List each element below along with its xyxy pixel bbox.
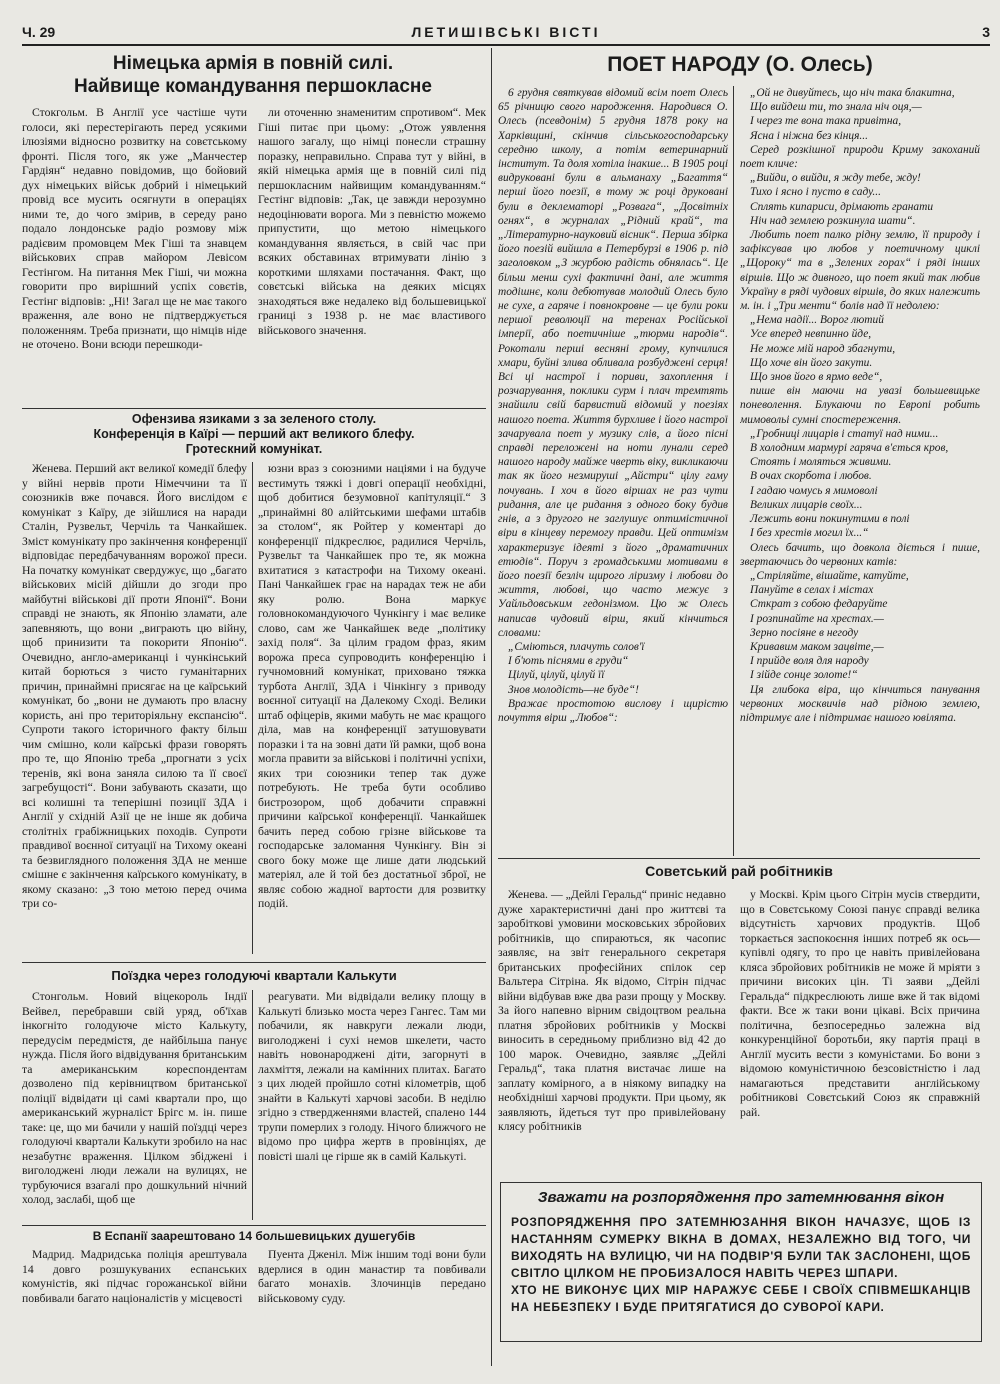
headline-line: В Еспанії заарештовано 14 большевицьких душегубів [92,1229,416,1243]
poem-line: Що знов його в ярмо веде“, [750,371,883,384]
poem-line: Сткрат з собою федаруйте [750,598,888,611]
blackout-notice [500,1182,982,1342]
article-text: юзни враз з союзними націями і на будуче вестимуть тяжкі і довгі операції необхідні, щоб добитися безумовної капітуляції.“ З „принаймні 80 алійтськими шефами штабів за столом“, як Ройтер у коментарі до конференції підкреслює, радилися Черчіль, Рузвельт та Чанкайшек про те, як можна вхитатися з катастрофи на Тихому океані. Пані Чанкайшек грає на нарадах теж не аби яку ролю. Вона маркує головнокомандуючого Чункінгу і має велике слово, сам же Чанкайшек веде „політику захід поля“. За цілим градом фраз, яким ворожа преса супроводить конференцію і гучномовний комунікат, приховано тяжка турбота Англії, ЗДА і Чінкінгу з приводу воєнної ситуації на Далекому Сході. Велики штаб офіцерів, якими мабуть не має кращого діла, мав на конференції затушовувати поразки і та на зовні дати їй рамки, щоб вона могла правити за військові і політичні успіхи, яких три союзники тепер так дуже потребують. Не треба бути особливо бистрозором, щоб добачити справжні причини каїрської конференції. Чанкайшек бачить перед собою грізне військове та господарське заломання Чункінгу. Він зі свого боку може ще лише дати людський матеріял, але й той без достатньої зброї, не являє собою жадної вартости для розвитку подій. [258,462,486,910]
poem-quote [740,427,980,541]
poem-line: „Нема надії... Ворог лютий [750,314,884,327]
article-spain-col1 [22,1248,247,1366]
headline-line: Найвище командування першокласне [74,76,432,97]
article-text: пише він маючи на увазі большевицьке поневолення. Блукаючи по Европі робить мимовольі сумні спостереження. [740,385,980,426]
notice-body: РОЗПОРЯДЖЕННЯ ПРО ЗАТЕМНЮЗАННЯ ВІКОН НАЧАЗУЄ, ЩОБ ІЗ НАСТАННЯМ СУМЕРКУ ВІКНА В ДОМАХ, НЕЗАЛЕЖНО ВІД ТОГО, ЧИ ВИХОДЯТЬ НА ВУЛИЦЮ, ЧИ НА ПОДВІР'Я БУЛИ ТАК ЗАСЛОНЕНІ, ЩОБ СВІТЛО ЦІЛКОМ НЕ ПРОБИЗАЛОСЯ НАВІТЬ ЧЕРЕЗ ШПАРИ. [511,1215,971,1280]
poem-quote [740,313,980,384]
page-header [22,22,990,46]
poem-line: Ніч над землею розкинула шати“. [750,214,916,227]
article-german-army-col2 [258,106,486,396]
headline-line: ПОЕТ НАРОДУ (О. Олесь) [607,53,873,76]
poem-line: Великих лицарів своїх... [750,498,863,511]
poem-line: Сплять кипариси, дрімають гранати [750,200,934,213]
section-divider [22,408,486,409]
poem-line: Не може мій народ збагнути, [750,342,896,355]
section-divider [498,858,980,859]
column-divider [491,48,492,1366]
headline-calcutta [22,967,486,984]
article-calcutta-col1 [22,990,247,1222]
article-text: ли оточенню знаменитим спротивом“. Мек Гіші питає при цьому: „Отож уявлення нашого загалу, що німці понесли страшну поразку, неправильно. Справа тут у війні, в якій німецька армія ще в повній силі під першокласним найвищим командуванням.“ Гестінг відповів: „Так, це завжди нерозумно недоцінювати ворога. Ми з певністю можемо припустити, що метою німецького командування являється, в свій час при всяких обставинах втримувати лінію з короткими шляхами постачання. Факт, що совєтські війська на деяких місцях знаходяться вже недалеко від большевицької границі з 1938 р. не має властивого військового значення. [258,106,486,337]
poem-line: Усе вперед невпинно йде, [750,328,872,341]
article-cairo-col2 [258,462,486,956]
article-text: Ця глибока віра, що кінчиться панування червоних москвичів над рідною землею, підтримує але і підтримає нашого ювілята. [740,683,980,724]
article-text: реагувати. Ми відвідали велику площу в Калькуті близько моста через Гангес. Там ми побачили, як навкруги лежали люди, виголоджені і сухі немов шкелети, часто навіть новонароджені діти, загорнуті в лахміття, лежали на камінних плитах. Багато з цих людей пройшло сотні кілометрів, щоб знайти в Калькуті харчові засоби. В неділю згідно з ствердженнями властей, спалено 144 трупи померлих з голоду. Нічого ближчого не відомо про цифра жертв в провінціях, де повісті шалі це гірше як в самій Калькуті. [258,990,486,1163]
headline-poet [500,52,980,78]
article-calcutta-col2 [258,990,486,1222]
article-text: Вражає простотою вислову і щирістю почуття вірш „Любов“: [498,697,728,724]
poem-line: В очах скорбота і любов. [750,470,872,483]
headline-line: Гротескний комунікат. [185,442,323,456]
poem-line: „Гробниці лицарів і статуї над ними... [750,427,939,440]
article-text: Мадрид. Мадридська поліція арештувала 14 довго розшукуваних еспанських комуністів, які підчас горожанської війни повбивали багато націоналістів у місцевості [22,1248,247,1305]
poem-line: Ясна і ніжна без кінця... [750,129,868,142]
poem-line: І гадаю чомусь я мимоволі [750,484,878,497]
article-soviet-col1 [498,888,726,1170]
headline-line: Поїздка через голодуючі квартали Калькути [111,968,397,983]
column-divider [252,990,253,1220]
headline-soviet-paradise [498,862,980,880]
poem-line: „Стріляйте, вішайте, катуйте, [750,569,909,582]
poem-line: Тихо і ясно і пусто в саду... [750,186,881,199]
poem-line: Лежить вони покинутими в полі [750,513,910,526]
poem-line: „Вийди, о вийди, я жду тебе, жду! [750,172,921,185]
poem-line: Цілуй, цілуй, цілуй її [508,669,605,682]
column-divider [252,462,253,954]
article-text: Женева. Перший акт великої комедії блефу у війні нервів проти Німеччини та її союзників вже почався. Його вислідом є комунікат з Каїру, де зійшлися на наради Сталін, Рузвельт, Черчіль та Чанкайшек. Зміст комунікату про закінчення конференції відповідає передбачуванням ворожої преси. На початку комунікат свердужує, що „багато військових місій дійшли до згоди про майбутні військові дії проти Японії“. Вони справді не знають, як Японію зламати, але запевняють, що вони „виграють цю війну, щоб принизити та покорити Японію“. Очевидно, англо-американці і чункінський китай борються з чисто гуманітарних причин, принаймні присягає на це каїрський комунікат, бо „вони не думають про власну користь, ані про територіяльну експансію“. Супроти такого історичного факту більш чим смішно, коли каїрські фрази говорять про те, що Японію треба „прогнати з усіх теренів, які вона заняла силою та її своєї загребущості“. Вони забувають сказати, що всі колишні та теперішні позиції ЗДА і Англії у східній Азії це не інше як добича столітніх грабіжницьких походів. Супроти правдивої воєнної ситуації на Тихому океані та безвиглядного положення ЗДА не менше смішне є закінчення каїрського комунікату, в якому сказано: „З тою метою перед очима три со- [22,462,247,910]
poem-quote [740,171,980,228]
poem-line: І через те вона така привітна, [750,115,902,128]
poem-line: І розпинайте на хрестах.— [750,612,884,625]
article-soviet-col2 [740,888,980,1170]
poem-line: Що хоче він його закути. [750,356,873,369]
poem-line: Зерно посіяне в негоду [750,626,859,639]
poem-quote [740,86,980,143]
poem-line: І зійде сонце золоте!“ [750,669,858,682]
article-german-army-col1 [22,106,247,396]
poem-line: Що вийдеш ти, то знала ніч оця,— [750,101,922,114]
poem-line: „Сміються, плачуть солов'ї [508,640,645,653]
poem-line: В холодним мармурі гаряча в'ється кров, [750,442,949,455]
headline-line: Конференція в Каїрі — перший акт великого блефу. [93,427,415,441]
headline-line: Офензива язиками з за зеленого столу. [131,412,377,426]
headline-spain [22,1228,486,1244]
article-text: Пуента Дженіл. Між іншим тоді вони були вдерлися в один манастир та повбивали багато монахів. Злочинців передано військовому суду. [258,1248,486,1305]
section-divider [22,962,486,963]
article-poet-col2 [740,86,980,856]
headline-line: Советський рай робітників [645,863,833,879]
poem-quote [740,569,980,683]
notice-body: ХТО НЕ ВИКОНУЄ ЦИХ МІР НАРАЖУЄ СЕБЕ І СВОЇХ СПІВМЕШКАНЦІВ НА НЕБЕЗПЕКУ І БУДЕ ПРИТЯГАТИСЯ ДО СУВОРОЇ КАРИ. [511,1283,971,1314]
poem-line: Знов молодість—не буде“! [508,683,639,696]
headline-german-army [22,52,484,98]
article-text: Стонгольм. Новий віцекороль Індії Вейвел, перебравши свій уряд, об'їхав інкогніто голодуюче місто Калькуту, передусім передмістя, де найбільша панує нужда. Після його відвідування британським та американським кореспондентам дозволено під керівництвом британської поліції відвідати ці самі квартали про, що американський журналіст Брігс м. ін. пише таке: це, що ми бачили у нашій поїздці через голодуючі квартали Калькути зробило на нас незабутнє враження. Цілком збіджені і виголоджені люди лежали на вулицях, не турбуючися взагалі про дошкульний нічний холод, заслабі, щоб ще [22,990,247,1206]
article-text: Любить поет палко рідну землю, її природу і зафіксував цю любов у поетичному циклі „Щороку“ та в „Зелених горах“ і ряді інших віршів. Що ж дивного, що поет який так любив Україну в ряді чудових віршів, до яких належить м. ін. і „Три менти“ болів над її недолею: [740,229,980,313]
poem-line: Пануйте в селах і містах [750,584,874,597]
article-text: Стокгольм. В Англії усе частіше чути голоси, які перестерігають перед усякими ілюзіями відносно розвитку на совєтському фронті. Після того, як уже „Манчестер Гардіян“ недавно повідомив, що бойовий дух німецьких військ добрий і німецький провід все мусить осягнути в операціях ними те, до чого змірив, в середу рано подало лондонське радіо розмову між радієвим промовцем Мек Гіші та знавцем військових справ майором Левісом Гестінгом. На питання Мек Гіші, чи можна говорити про вирішний успіх совєтів, Гестінг відповів: „Ні! Загал ще не має такого враження, але воно не підтверджується положенням. Треба признати, що німців ніде не оточено. Вони всюди перешкоди- [22,106,247,351]
newspaper-title: ЛЕТИШІВСЬКІ ВІСТІ [411,24,601,40]
article-text: Серед розкішної природи Криму закоханий поет кличе: [740,143,980,171]
section-divider [22,1225,486,1226]
article-text: Женева. — „Дейлі Геральд“ приніс недавно дуже характеристичні дані про життєві та заробіткові умовини московських збройових робітників, що спираються, як часопис заявляє, на звіт генерального секретаря британських професійних спілок сер Вальтера Сітріна. Як відомо, Сітрін підчас війни відбував вже два рази прощу у Москву. За його напевно вірним свідоцтвом реальна платня збройових робітників у Москві виносить в середньому приблизно від 42 до 100 марок. Очевидно, заявляє „Дейлі Геральд“, така платня вистачає лише на заплату комірного, а в ніякому випадку на необхідніші харчові продукти. При цьому, як заявляють, йдеться тут про привілейовану клясу робітників [498,888,726,1133]
notice-title: Зважати на розпорядження про затемнювання вікон [537,1189,945,1206]
page-number: 3 [982,24,990,40]
headline-line: Німецька армія в повній силі. [112,53,394,74]
column-divider [733,86,734,856]
article-text: 6 грудня святкував відомий всім поет Олесь 65 річницю свого народження. Народився О. Олесь (псевдонім) 5 грудня 1878 року на Харківщині, скінчив сільськогосподарську середню школу, а потім ветеринарний інститут. Та доля хотіла інакше... В 1905 році видруковані були в альманаху „Багаття“ перші його поезії, в тому ж році друковані були в деклематорі „Розвага“, „Досвітніх огнях“, в журналах „Рідний край“, та „Літературно-науковий вісник“. Перша збірка його поезій вийшла в Петербурзі в 1906 р. під заголовком „З журбою радість обнялась“. Це більш менш сухі фактичні дані, але життя тодішнє, коли дебютував молодий Олесь було не сухе, а гаряче і повнокровне — це були роки першої революції на теренах Російської імперії, або поетичніше „тюрми народів“. Рокотали перші весняні грому, купчилися хмари, буйні злива обливала розбуджені серця! Всі ці настрої і пориви, захоплення і розчарування, поклики сурм і плач тремтять знайшли свій барвистий відомий у поезіях нашого поета. Життя бурхливе і його настрої зачарувала поет у музику слів, а його пісні справді переложені на ноти лунали серед нашого народу майже чверть віку, викликаючи так як його незмируші „Айстри“ цілу гаму почувань. І хоч в його віршах не раз чути ридання, але це ридання з одного боку будив гнів, а з другого не заглушує оптимістичної віри в кінцеву перемогу правди. Цей оптимізм характеризує ідеяті з його „драматичних етюдів“. Поруч з громадськими мотивами в його поезії безліч щирого ліризму і любови до життя, любові, що часто межує з Уайльдовським гедонізмом. Цю ж Олесь написав чудовий вірш, який кінчиться словами: [498,87,728,639]
article-text: у Москві. Крім цього Сітрін мусів ствердити, що в Совєтському Союзі панує справді велика відсутність харчових продуктів. Щоб торкається заспокоєння інших потреб як ось—купівлі одягу, то про це навіть привілейована кляса збройових робітників не може й мріяти з причини високих цін. Ті заяви „Дейлі Геральда“ підкреслюють лише вже й так відомі факти. Все ж таки вони цікаві. Всіх причина політична, безпосередньо залежна від конкуренційної боротьби, яку партія праці в Англії мусить вести з комуністами. Бо вони з відомою комуністичною безсовістністю і лад намагаються представити англійському робітникові Совєтський Союз як справжній рай. [740,888,980,1119]
headline-cairo-conference [22,412,486,457]
issue-number: Ч. 29 [22,24,56,40]
poem-quote [498,640,728,697]
article-cairo-col1 [22,462,247,956]
poem-line: І б'ють піснями в груди“ [508,655,629,668]
article-text: Олесь бачить, що довкола діється і пише, звертаючись до червоних катів: [740,541,980,568]
poem-line: Стоять і моляться живими. [750,456,892,469]
article-spain-col2 [258,1248,486,1366]
article-poet-col1 [498,86,728,856]
poem-line: Кривавим маком зацвіте,— [750,640,884,653]
poem-line: „Ой не дивуйтесь, що ніч така блакитна, [750,87,955,99]
poem-line: І прийде воля для народу [750,655,869,668]
poem-line: І без хрестів могил їх...“ [750,527,869,540]
